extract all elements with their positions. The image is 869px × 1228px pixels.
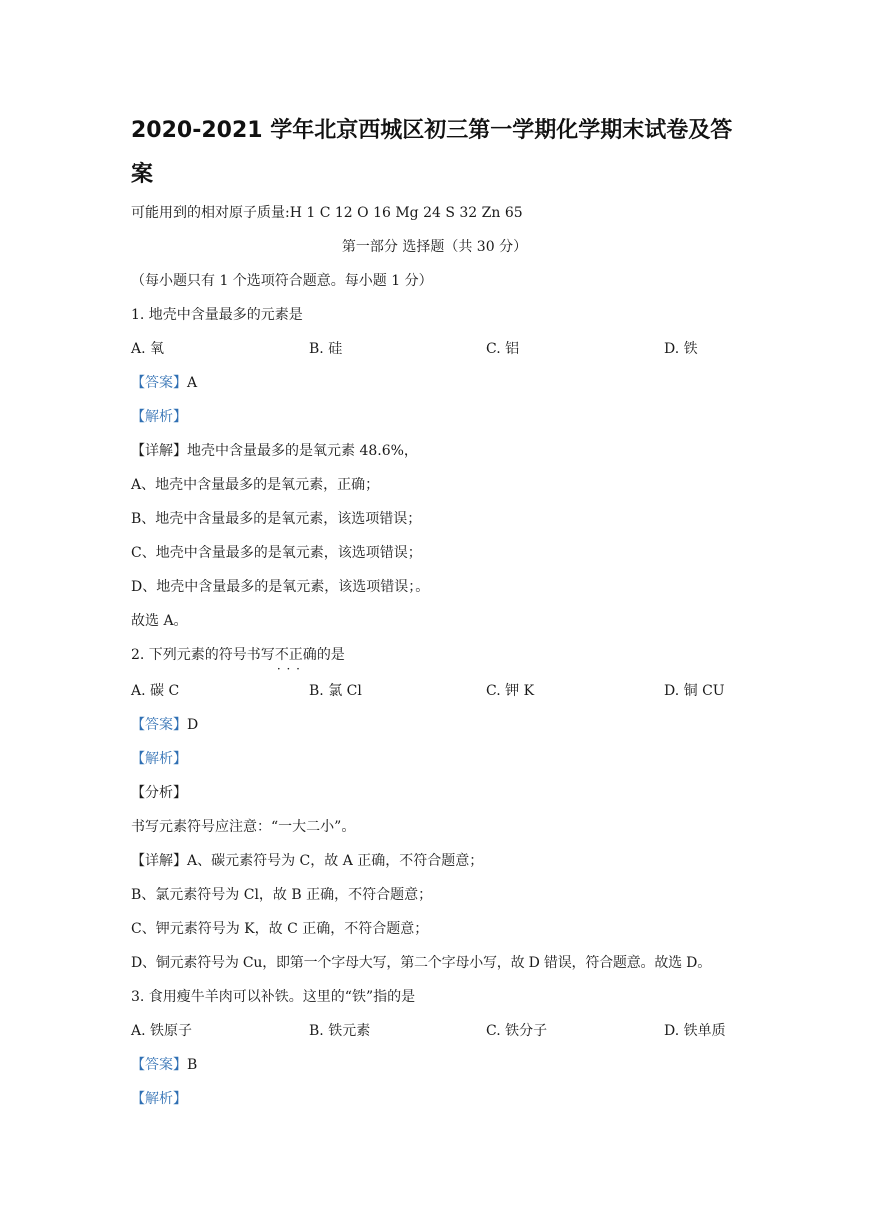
- q1-detail: [131, 442, 418, 460]
- q1-option-a: A. 氧: [131, 341, 165, 357]
- q1-line-d: D、地壳中含量最多的是氧元素，该选项错误；。: [131, 579, 430, 595]
- q3-option-c: C. 铁分子: [486, 1023, 548, 1039]
- q2-line-b: B、氯元素符号为 Cl，故 B 正确，不符合题意；: [131, 887, 433, 903]
- q2-option-a: A. 碳 C: [131, 683, 180, 699]
- detail-text: A、碳元素符号为 C，故 A 正确，不符合题意；: [187, 853, 484, 869]
- q3-stem: 3. 食用瘦牛羊肉可以补铁。这里的“铁”指的是: [131, 989, 416, 1005]
- section-header: 第一部分 选择题（共 30 分）: [341, 239, 528, 255]
- q2-detail: [131, 852, 483, 870]
- q2-line-c: C、钾元素符号为 K，故 C 正确，不符合题意；: [131, 921, 429, 937]
- q2-fenxi: 书写元素符号应注意：“一大二小”。: [131, 819, 356, 835]
- q2-option-b: B. 氯 Cl: [309, 683, 362, 699]
- answer-tag: 【答案】: [131, 375, 187, 391]
- detail-tag: 【详解】: [131, 853, 187, 869]
- q2-stem: [131, 646, 345, 664]
- q1-stem: 1. 地壳中含量最多的元素是: [131, 307, 303, 323]
- q1-line-a: A、地壳中含量最多的是氧元素，正确；: [131, 477, 380, 493]
- q3-answer: [131, 1056, 197, 1074]
- answer-value: D: [187, 717, 199, 733]
- q2-option-d: D. 铜 CU: [664, 683, 725, 699]
- q3-option-a: A. 铁原子: [131, 1023, 193, 1039]
- q1-answer: [131, 374, 197, 392]
- q1-line-b: B、地壳中含量最多的是氧元素，该选项错误；: [131, 511, 422, 527]
- page-title-continued: 案: [131, 162, 154, 187]
- q2-fenxi-tag: 【分析】: [131, 785, 187, 801]
- q2-answer: [131, 716, 198, 734]
- q1-option-b: B. 硅: [309, 341, 343, 357]
- q2-line-d: D、铜元素符号为 Cu，即第一个字母大写，第二个字母小写，故 D 错误，符合题意。故选 D。: [131, 955, 712, 971]
- q1-option-c: C. 铝: [486, 341, 520, 357]
- q2-stem-prefix: 2. 下列元素的符号书写: [131, 647, 275, 663]
- q2-option-c: C. 钾 K: [486, 683, 535, 699]
- q3-option-d: D. 铁单质: [664, 1023, 726, 1039]
- q1-analysis-tag: 【解析】: [131, 409, 187, 425]
- answer-tag: 【答案】: [131, 1057, 187, 1073]
- answer-tag: 【答案】: [131, 717, 187, 733]
- q2-stem-emphasis: 不正确 · · ·: [275, 647, 317, 663]
- detail-text: 地壳中含量最多的是氧元素 48.6%，: [187, 443, 418, 459]
- atomic-masses: 可能用到的相对原子质量:H 1 C 12 O 16 Mg 24 S 32 Zn 65: [131, 205, 523, 221]
- page-title: 2020-2021 学年北京西城区初三第一学期化学期末试卷及答: [131, 118, 733, 143]
- q1-conclusion: 故选 A。: [131, 613, 188, 629]
- q1-line-c: C、地壳中含量最多的是氧元素，该选项错误；: [131, 545, 422, 561]
- section-note: （每小题只有 1 个选项符合题意。每小题 1 分）: [131, 273, 433, 289]
- answer-value: A: [187, 375, 198, 391]
- detail-tag: 【详解】: [131, 443, 187, 459]
- q1-option-d: D. 铁: [664, 341, 698, 357]
- q2-stem-suffix: 的是: [316, 647, 345, 663]
- q3-analysis-tag: 【解析】: [131, 1091, 187, 1107]
- answer-value: B: [187, 1057, 198, 1073]
- q2-analysis-tag: 【解析】: [131, 751, 187, 767]
- q3-option-b: B. 铁元素: [309, 1023, 371, 1039]
